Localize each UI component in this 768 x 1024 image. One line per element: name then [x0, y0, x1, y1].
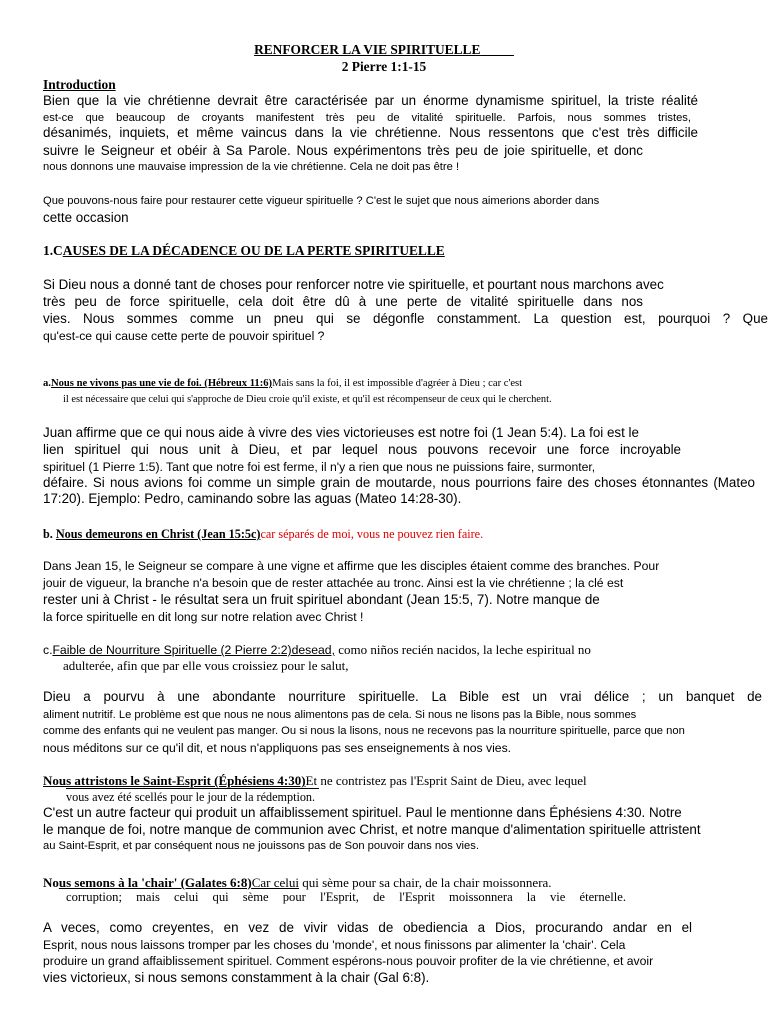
point-e-verse-line-2: corruption; mais celui qui sème pour l'Esprit, de l'Esprit moissonnera la vie éternelle.: [66, 890, 626, 904]
point-c-para-line-1: Dieu a pourvu à une abondante nourriture spirituelle. La Bible est un vrai délice ; un banquet de: [43, 689, 762, 704]
point-a-para-line-3: spirituel (1 Pierre 1:5). Tant que notre foi est ferme, il n'y a rien que nous ne puissions faire, surmonter,: [43, 460, 596, 474]
point-e-para-line-2: Esprit, nous nous laissons tromper par les choses du 'monde', et nous finissons par alimenter la 'chair'. Cela: [43, 938, 626, 952]
point-d-heading: Nous attristons le Saint-Esprit (Éphésiens 4:30): [43, 773, 306, 788]
section-1-heading: [43, 243, 445, 259]
intro-question-1: Que pouvons-nous faire pour restaurer cette vigueur spirituelle ? C'est le sujet que nous aimerions aborder dans: [43, 195, 600, 207]
intro-line-1: Bien que la vie chrétienne devrait être caractérisée par un énorme dynamisme spirituel, la triste réalité: [43, 93, 698, 108]
point-a-para-line-4: défaire. Si nous avions foi comme un simple grain de moutarde, nous pourrions faire des choses étonnantes (Mateo 17:20). Ejemplo: Pedro, caminando sobre las aguas (Mateo 14:28-30).: [43, 475, 755, 506]
point-d-para-line-1: C'est un autre facteur qui produit un affaiblissement spirituel. Paul le mentionne dans Éphésiens 4:30. Notre: [43, 805, 682, 820]
point-a-heading: Nous ne vivons pas une vie de foi. (Hébreux 11:6): [50, 378, 273, 389]
point-e-para-line-3: produire un grand affaiblissement spirituel. Comment espérons-nous pouvoir profiter de la vie chrétienne, et avoir: [43, 954, 654, 968]
intro-heading: Introduction: [43, 77, 116, 92]
intro-line-3: désanimés, inquiets, et même vaincus dans la vie chrétienne. Nous ressentons que c'est très difficile: [43, 125, 698, 140]
point-a-verse: Mais sans la foi, il est impossible d'agréer à Dieu ; car c'est: [272, 378, 523, 389]
point-c-para-line-2: aliment nutritif. Le problème est que nous ne nous alimentons pas de cela. Si nous ne lisons pas la Bible, nous sommes: [43, 709, 637, 721]
point-e-verse-line-1: qui sème pour sa chair, de la chair moissonnera.: [299, 875, 552, 890]
point-e-para-line-4: vies victorieux, si nous semons constamment à la chair (Gal 6:8).: [43, 970, 430, 985]
point-a-heading-line: [43, 376, 522, 392]
point-b-para-line-2: jouir de vigueur, la branche n'a besoin que de rester attachée au tronc. Ainsi est la vie chrétienne ; la clé est: [43, 576, 624, 590]
point-b-para-line-1: Dans Jean 15, le Seigneur se compare à une vigne et affirme que les disciples étaient comme des branches. Pour: [43, 559, 660, 573]
point-d-verse-line-2: vous avez été scellés pour le jour de la rédemption.: [66, 788, 319, 805]
section-1-title: AUSES DE LA DÉCADENCE OU DE LA PERTE SPIRITUELLE: [62, 243, 445, 258]
intro-line-4: suivre le Seigneur et obéir à Sa Parole. Nous expérimentons très peu de joie spirituelle, et donc: [43, 143, 643, 158]
intro-line-2: est-ce que beaucoup de croyants manifestent très peu de vitalité spirituelle. Parfois, nous sommes tristes,: [43, 112, 691, 124]
point-e-heading-lead: No: [43, 875, 59, 890]
document-subtitle: 2 Pierre 1:1-15: [341, 59, 427, 74]
point-c-para-line-3: comme des enfants qui ne veulent pas manger. Ou si nous la lisons, nous ne recevons pas la nourriture spirituelle, parce que non: [43, 725, 685, 737]
section-1-line-3: vies. Nous sommes comme un pneu qui se dégonfle constamment. La question est, pourquoi ? Que: [43, 311, 768, 326]
point-d-para-line-2: le manque de foi, notre manque de communion avec Christ, et notre manque d'alimentation spirituelle attristent: [43, 822, 701, 837]
point-b-para-line-3: rester uni à Christ - le résultat sera un fruit spirituel abondant (Jean 15:5, 7). Notre manque de: [43, 592, 600, 607]
point-e-verse-link: Car celui: [251, 875, 300, 890]
intro-line-5: nous donnons une mauvaise impression de la vie chrétienne. Cela ne doit pas être !: [43, 161, 460, 173]
point-b-verse: car séparés de moi, vous ne pouvez rien faire.: [260, 527, 484, 541]
point-c-verse-line-2: adulterée, afin que par elle vous croissiez pour le salut,: [63, 658, 349, 673]
section-1-number: 1.C: [43, 243, 63, 258]
point-c-heading-line: [43, 642, 591, 658]
point-a-para-line-1: Juan affirme que ce qui nous aide à vivre des vies victorieuses est notre foi (1 Jean 5:4). La foi est le: [43, 425, 639, 440]
point-c-heading: Faible de Nourriture Spirituelle (2 Pierre 2:2)desead,: [52, 643, 335, 657]
document-title: RENFORCER LA VIE SPIRITUELLE: [254, 42, 481, 57]
point-c-verse-line-1: como niños recién nacidos, la leche espiritual no: [334, 642, 591, 657]
point-d-heading-line: [43, 773, 587, 789]
point-c-para-line-4: nous méditons sur ce qu'il dit, et nous n'appliquons pas ses enseignements à nos vies.: [43, 741, 512, 755]
section-1-line-2: très peu de force spirituelle, cela doit être dû à une perte de vitalité spirituelle dans nos: [43, 294, 643, 309]
point-a-prefix: a.: [43, 378, 51, 389]
section-1-line-4: qu'est-ce qui cause cette perte de pouvoir spirituel ?: [43, 329, 325, 343]
point-d-verse-line-1: Et ne contristez pas l'Esprit Saint de Dieu, avec lequel: [305, 773, 587, 788]
document-title-line: [0, 42, 768, 58]
point-b-heading: Nous demeurons en Christ (Jean 15:5c): [55, 527, 261, 541]
point-a-para-line-2: lien spirituel qui nous unit à Dieu, et par lequel nous pouvons recevoir une force incroyable: [43, 442, 681, 457]
point-b-heading-line: [43, 526, 483, 542]
point-c-prefix: c.: [43, 643, 53, 657]
point-e-para-line-1: A veces, como creyentes, en vez de vivir vidas de obediencia a Dios, procurando andar en el: [43, 920, 692, 935]
point-e-heading: us semons à la 'chair' (Galates 6:8): [58, 875, 252, 890]
title-underline-fill: [480, 42, 513, 57]
section-1-line-1: Si Dieu nous a donné tant de choses pour renforcer notre vie spirituelle, et pourtant nous marchons avec: [43, 277, 664, 292]
intro-question-2: cette occasion: [43, 210, 129, 225]
point-d-para-line-3: au Saint-Esprit, et par conséquent nous ne jouissons pas de Son pouvoir dans nos vies.: [43, 840, 479, 852]
point-b-prefix: b.: [43, 527, 56, 541]
point-a-verse-line-2: il est nécessaire que celui qui s'approche de Dieu croie qu'il existe, et qu'il est récompenseur de ceux qui le cherchent.: [63, 394, 552, 405]
point-b-para-line-4: la force spirituelle en dit long sur notre relation avec Christ !: [43, 610, 364, 624]
